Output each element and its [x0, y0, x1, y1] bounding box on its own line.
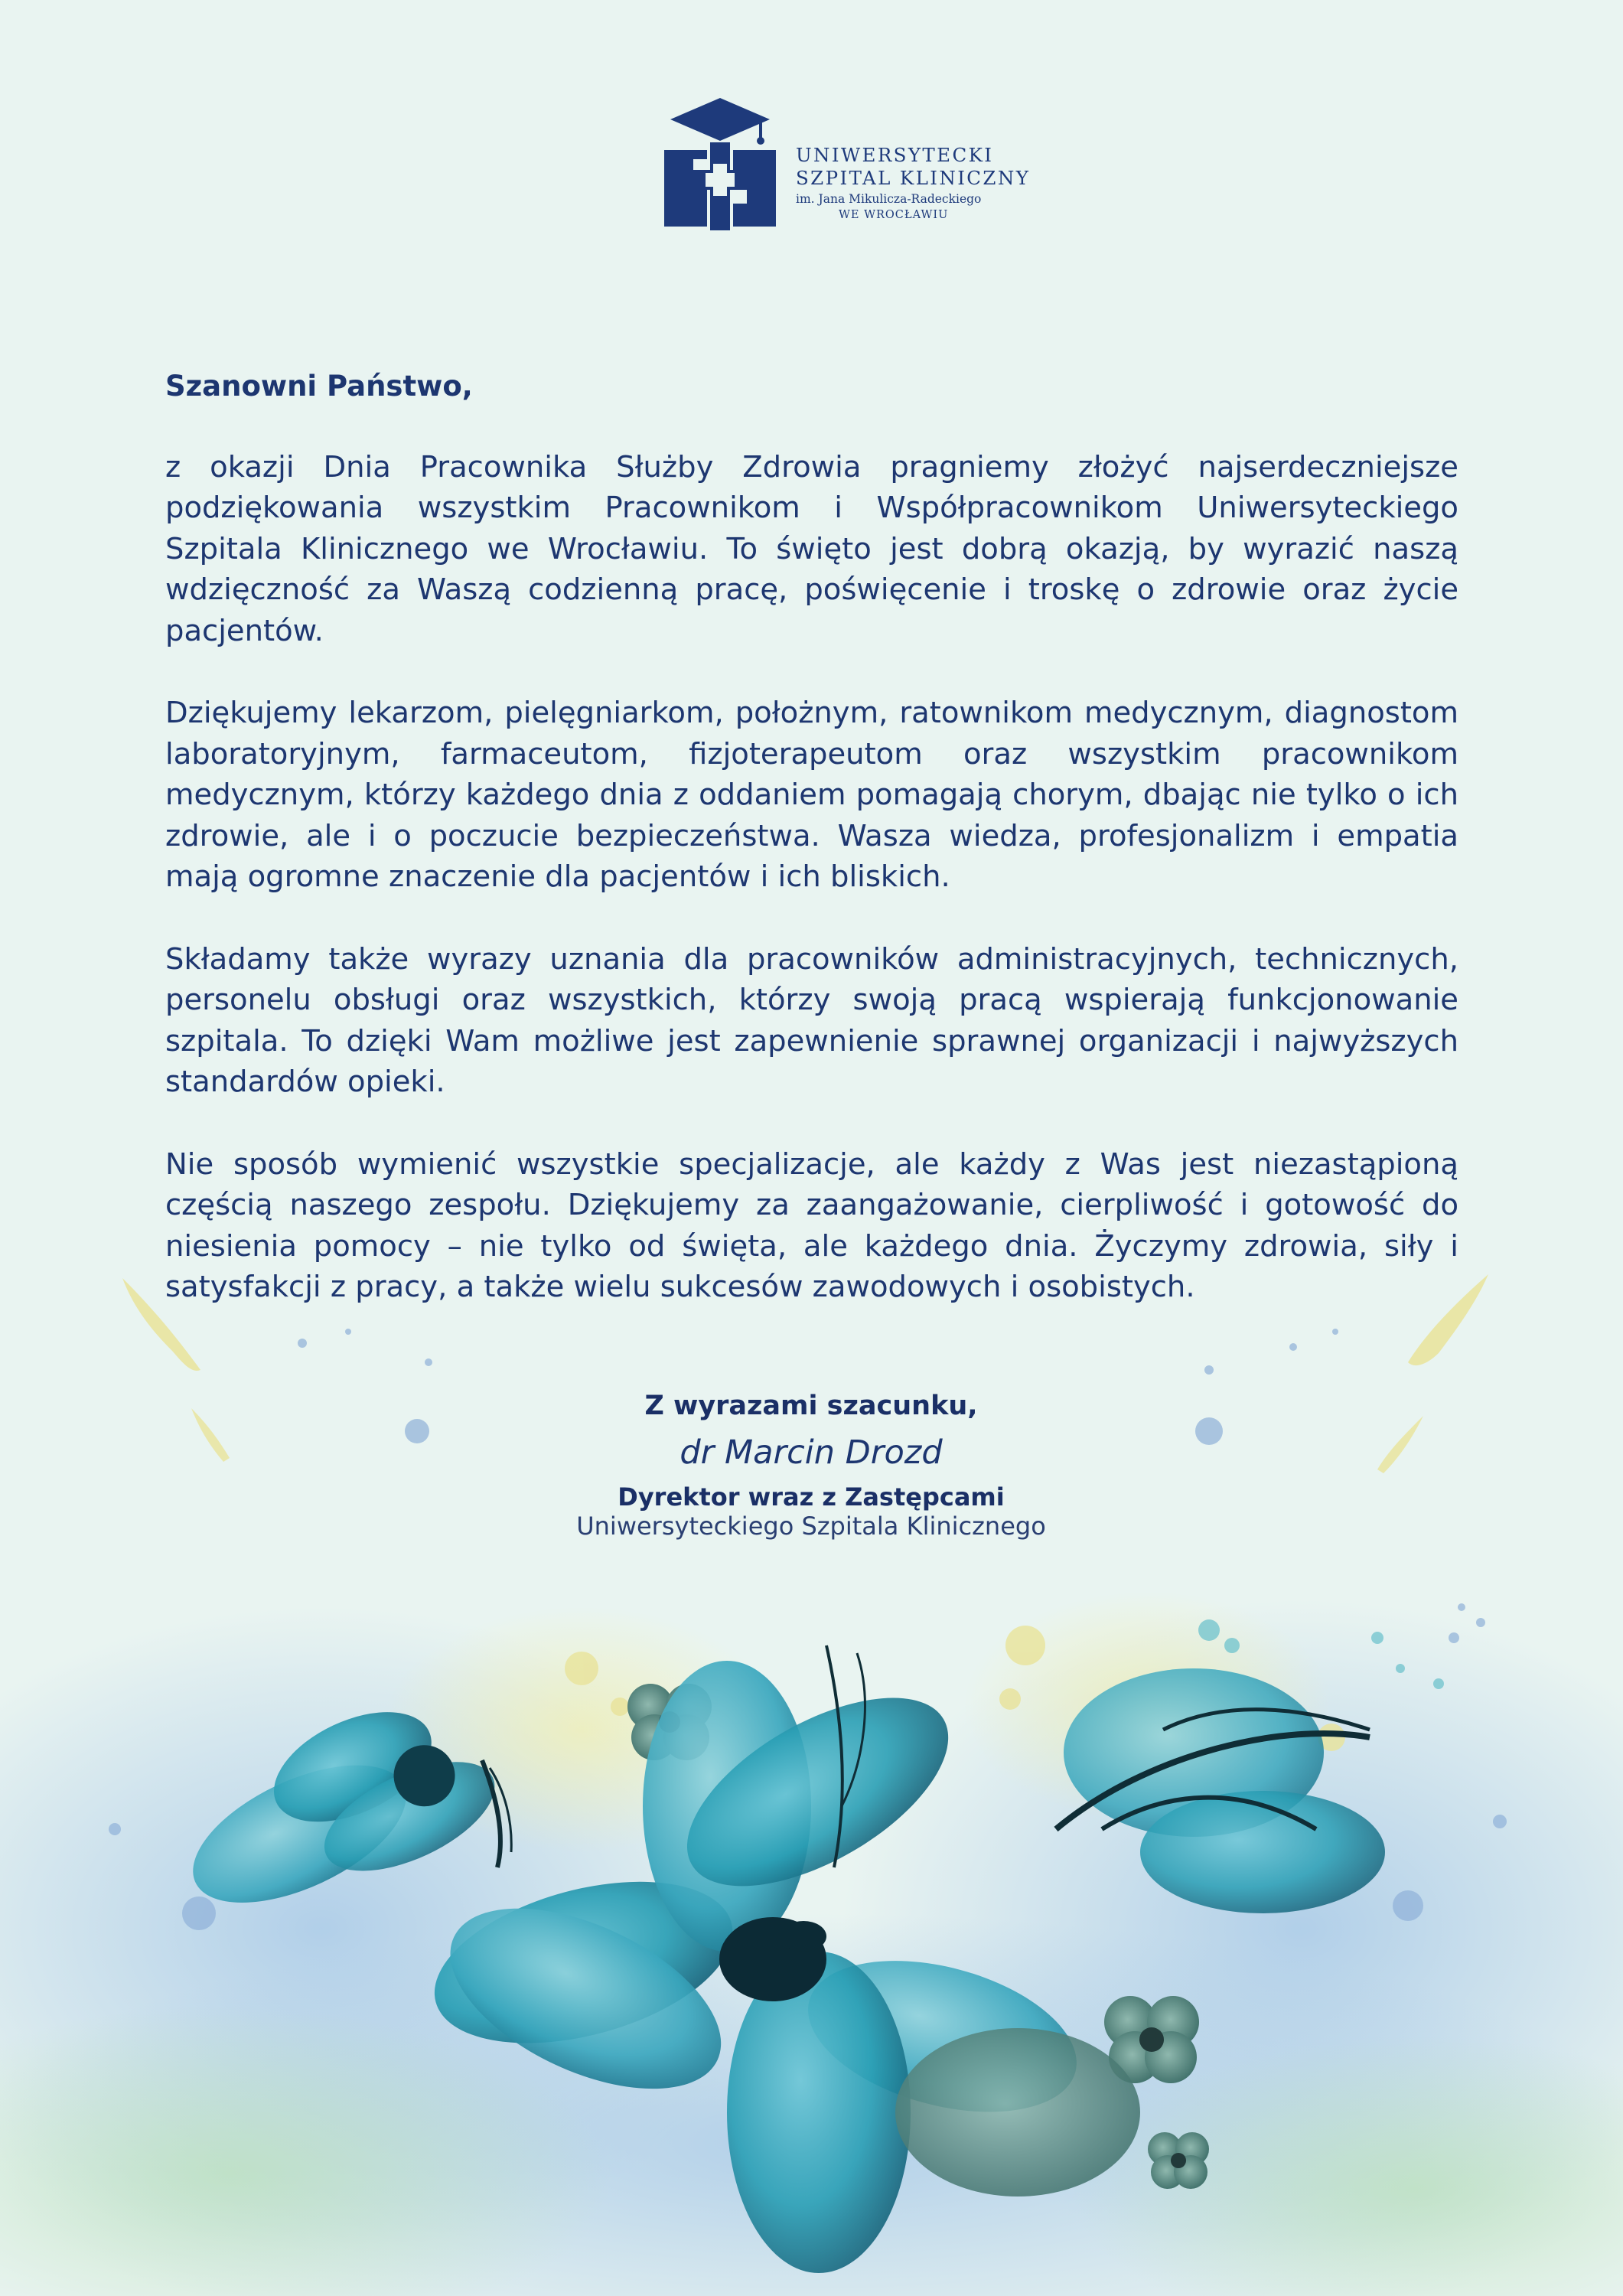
- paragraph-1: z okazji Dnia Pracownika Służby Zdrowia pragniemy złożyć najserdeczniejsze podziękowania wszystkim Pracownikom i Współpracownikom Uniwersyteckiego Szpitala Klinicznego we Wrocławiu. To święto jest dobrą okazją, by wyrazić naszą wdzięczność za Waszą codzienną pracę, poświęcenie i troskę o zdrowie oraz życie pacjentów.: [165, 449, 1458, 648]
- logo-line-2: SZPITAL KLINICZNY: [796, 167, 1031, 189]
- logo-wordmark: [796, 144, 1031, 223]
- signature-block: [429, 1387, 1194, 1540]
- paragraph-2: Dziękujemy lekarzom, pielęgniarkom, położnym, ratownikom medycznym, diagnostom laboratoryjnym, farmaceutom, fizjoterapeutom oraz wszystkim pracownikom medycznym, którzy każdego dnia z oddaniem pomagają chorym, dbając nie tylko o ich zdrowie, ale i o poczucie bezpieczeństwa. Wasza wiedza, profesjonalizm i empatia mają ogromne znaczenie dla pacjentów i ich bliskich.: [165, 696, 1458, 894]
- signer-name: dr Marcin Drozd: [680, 1433, 943, 1472]
- closing-phrase: Z wyrazami szacunku,: [644, 1391, 978, 1421]
- letter-body: [165, 366, 1458, 1349]
- graduation-cap-cross-icon: [663, 96, 777, 230]
- logo-line-1: UNIWERSYTECKI: [796, 144, 994, 166]
- hospital-logo: [663, 96, 1031, 230]
- logo-line-3: im. Jana Mikulicza-Radeckiego: [796, 192, 982, 206]
- logo-line-4: WE WROCŁAWIU: [839, 209, 949, 221]
- signer-role: Dyrektor wraz z Zastępcami: [618, 1482, 1005, 1512]
- greeting: Szanowni Państwo,: [165, 370, 473, 403]
- paragraph-4: Nie sposób wymienić wszystkie specjalizacje, ale każdy z Was jest niezastąpioną częścią naszego zespołu. Dziękujemy za zaangażowanie, cierpliwość i gotowość do niesienia pomocy – nie tylko od święta, ale każdego dnia. Życzymy zdrowia, siły i satysfakcji z pracy, a także wielu sukcesów zawodowych i osobistych.: [165, 1146, 1458, 1304]
- signer-organization: Uniwersyteckiego Szpitala Klinicznego: [576, 1512, 1046, 1541]
- paragraph-3: Składamy także wyrazy uznania dla pracowników administracyjnych, technicznych, personelu obsługi oraz wszystkich, którzy swoją pracą wspierają funkcjonowanie szpitala. To dzięki Wam możliwe jest zapewnienie sprawnej organizacji i najwyższych standardów opieki.: [165, 941, 1458, 1099]
